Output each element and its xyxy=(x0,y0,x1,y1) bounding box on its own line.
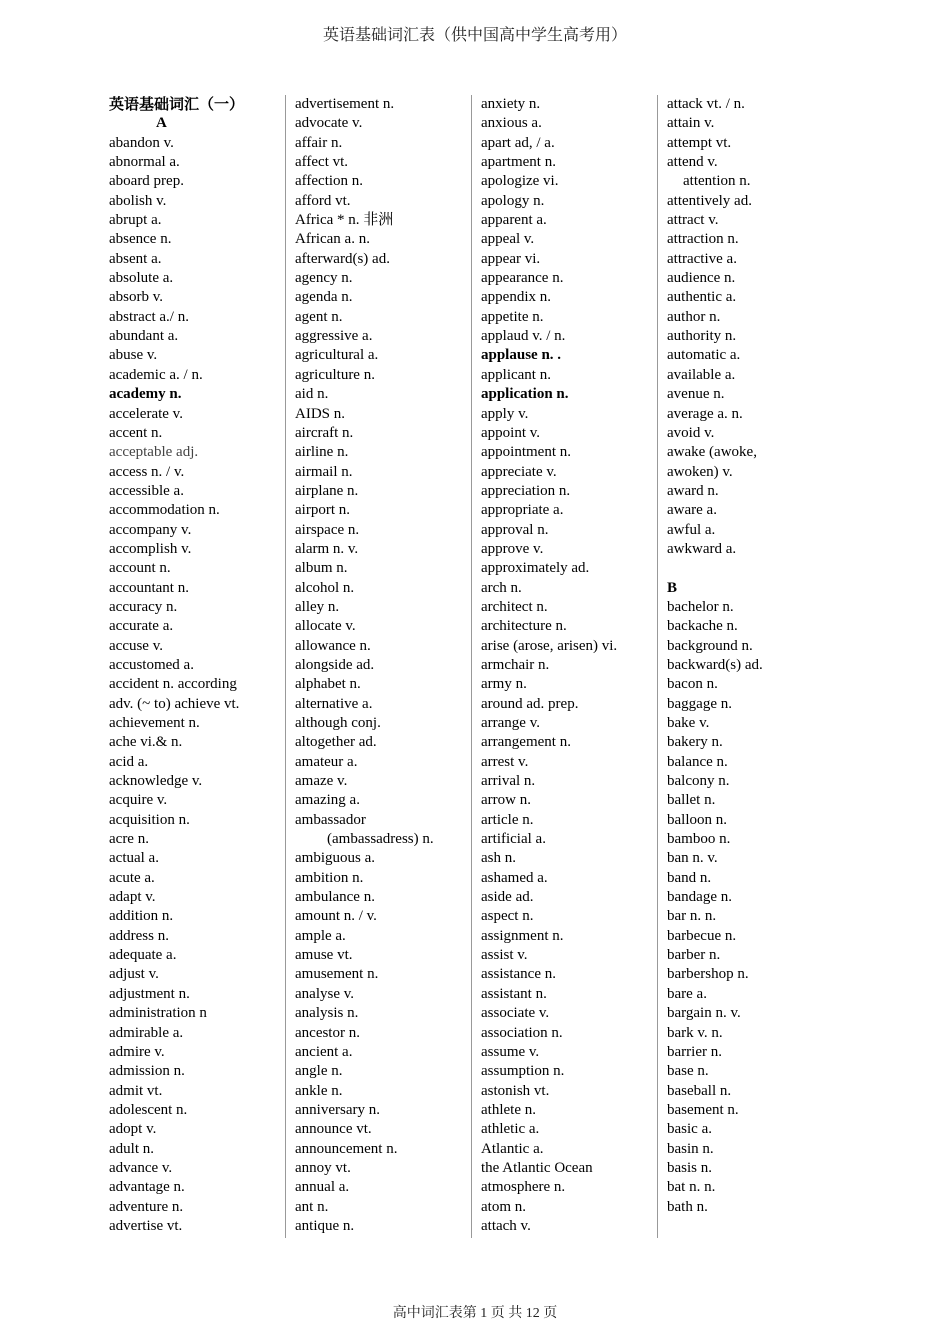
vocab-entry: advertisement n. xyxy=(295,96,395,112)
vocab-entry: airport n. xyxy=(295,502,350,519)
vocab-entry: appendix n. xyxy=(481,289,551,306)
vocab-entry: bakery n. xyxy=(667,734,723,751)
vocab-entry: agenda n. xyxy=(295,289,353,306)
vocab-entry: acknowledge v. xyxy=(109,773,203,790)
vocab-entry: bat n. n. xyxy=(667,1179,716,1196)
vocab-entry: anniversary n. xyxy=(295,1101,380,1118)
vocab-entry: base n. xyxy=(667,1063,709,1080)
vocab-entry: A xyxy=(156,115,167,132)
vocab-entry: ambition n. xyxy=(295,869,364,886)
vocab-entry: bar n. n. xyxy=(667,908,717,925)
vocab-entry: alongside ad. xyxy=(295,656,375,673)
vocab-entry: accommodation n. xyxy=(109,502,220,519)
vocab-entry: AIDS n. xyxy=(295,405,346,422)
vocab-entry: absorb v. xyxy=(109,289,164,306)
vocab-entry: the Atlantic Ocean xyxy=(481,1159,593,1176)
vocab-entry: affair n. xyxy=(295,134,343,151)
vocab-entry: accelerate v. xyxy=(109,405,183,422)
vocab-entry: allowance n. xyxy=(295,637,371,654)
vocab-entry: acceptable adj. xyxy=(109,444,199,461)
vocab-entry: 英语基础词汇（一） xyxy=(109,95,245,113)
vocab-entry: B xyxy=(667,579,678,596)
vocab-entry: backward(s) ad. xyxy=(667,656,763,673)
vocab-entry: appetite n. xyxy=(481,308,544,325)
vocab-entry: Africa * n. 非洲 xyxy=(295,212,394,229)
column-4 xyxy=(658,95,844,1238)
vocab-entry: ballet n. xyxy=(667,792,716,809)
vocab-entry: accustomed a. xyxy=(109,656,194,673)
vocab-entry: administration n xyxy=(109,1005,207,1022)
vocab-entry: alley n. xyxy=(295,598,340,615)
vocab-entry: authentic a. xyxy=(667,289,737,306)
vocab-entry: affect vt. xyxy=(295,154,349,171)
vocab-entry: assume v. xyxy=(481,1043,540,1060)
vocab-entry: antique n. xyxy=(295,1217,355,1234)
vocab-entry: applaud v. / n. xyxy=(481,328,566,345)
vocab-entry: abnormal a. xyxy=(109,154,180,171)
vocab-entry: accent n. xyxy=(109,424,163,441)
vocab-entry: army n. xyxy=(481,676,527,693)
vocab-entry: arrest v. xyxy=(481,753,529,770)
vocab-entry: attach v. xyxy=(481,1217,531,1234)
vocab-entry: achievement n. xyxy=(109,715,200,731)
vocab-entry: barber n. xyxy=(667,947,721,964)
vocab-entry: angle n. xyxy=(295,1063,343,1080)
vocab-entry: agricultural a. xyxy=(295,347,379,364)
vocab-entry: adapt v. xyxy=(109,889,156,906)
vocab-entry: awoken) v. xyxy=(667,463,733,480)
vocab-entry: architecture n. xyxy=(481,618,567,635)
vocab-entry: apologize vi. xyxy=(481,173,559,190)
vocab-entry: assignment n. xyxy=(481,927,564,944)
vocab-entry: balloon n. xyxy=(667,811,727,828)
vocab-entry: airspace n. xyxy=(295,521,360,538)
vocab-entry: analysis n. xyxy=(295,1005,359,1022)
vocab-entry: ache vi.& n. xyxy=(109,734,183,751)
vocab-entry: arrangement n. xyxy=(481,734,571,751)
vocab-entry: agriculture n. xyxy=(295,366,375,383)
vocab-entry: basin n. xyxy=(667,1140,714,1157)
vocab-entry: authority n. xyxy=(667,328,737,345)
vocab-entry: actual a. xyxy=(109,850,159,867)
vocab-entry: attentively ad. xyxy=(667,192,752,209)
vocab-entry: accuracy n. xyxy=(109,598,178,615)
vocab-entry: aside ad. xyxy=(481,889,534,906)
vocab-entry: awkward a. xyxy=(667,540,737,557)
vocab-entry: ant n. xyxy=(295,1198,329,1215)
vocab-entry: audience n. xyxy=(667,270,736,287)
vocab-entry: access n. / v. xyxy=(109,463,185,480)
vocab-entry: background n. xyxy=(667,637,753,654)
vocab-entry: adopt v. xyxy=(109,1121,157,1138)
vocab-entry: arise (arose, arisen) vi. xyxy=(481,637,618,654)
vocab-entry: absolute a. xyxy=(109,270,174,287)
vocab-entry: (ambassadress) n. xyxy=(327,831,434,848)
vocab-entry: article n. xyxy=(481,811,534,828)
vocab-entry: adv. (~ to) achieve vt. xyxy=(109,695,240,712)
vocab-entry: arrange v. xyxy=(481,715,540,731)
vocab-entry: adjustment n. xyxy=(109,985,190,1002)
vocab-entry: admirable a. xyxy=(109,1024,184,1041)
vocab-entry: application n. xyxy=(481,386,569,403)
vocab-entry: appointment n. xyxy=(481,444,571,461)
vocab-entry: altogether ad. xyxy=(295,734,377,751)
vocab-entry: alarm n. v. xyxy=(295,540,359,557)
vocab-entry: accomplish v. xyxy=(109,540,192,557)
vocab-entry: alphabet n. xyxy=(295,676,361,693)
vocab-entry: apply v. xyxy=(481,405,529,422)
vocab-entry: appear vi. xyxy=(481,250,541,267)
vocab-entry: appeal v. xyxy=(481,231,535,248)
vocab-entry: apology n. xyxy=(481,192,545,209)
vocab-entry: admission n. xyxy=(109,1063,185,1080)
vocab-entry: amazing a. xyxy=(295,792,360,809)
vocab-entry: applause n. . xyxy=(481,347,562,364)
vocab-entry: announcement n. xyxy=(295,1140,398,1157)
vocab-entry: attract v. xyxy=(667,212,719,229)
vocab-entry: architect n. xyxy=(481,598,548,615)
vocab-entry: appreciate v. xyxy=(481,463,557,480)
vocab-entry: apartment n. xyxy=(481,154,556,171)
vocab-entry: apart ad, / a. xyxy=(481,134,555,151)
vocab-entry: acute a. xyxy=(109,869,155,886)
vocab-entry: accompany v. xyxy=(109,521,192,538)
vocab-entry: academic a. / n. xyxy=(109,366,203,383)
vocab-entry: aboard prep. xyxy=(109,173,184,190)
vocab-entry: ambiguous a. xyxy=(295,850,375,867)
vocab-entry: approximately ad. xyxy=(481,560,590,577)
vocab-entry: afford vt. xyxy=(295,192,351,209)
vocab-entry: alternative a. xyxy=(295,695,373,712)
vocab-entry: basis n. xyxy=(667,1159,712,1176)
vocab-entry: bamboo n. xyxy=(667,831,731,848)
vocab-entry: band n. xyxy=(667,869,712,886)
vocab-entry: abrupt a. xyxy=(109,212,162,229)
vocab-entry: announce vt. xyxy=(295,1121,372,1138)
vocab-entry: attempt vt. xyxy=(667,134,732,151)
vocab-entry: ankle n. xyxy=(295,1082,343,1099)
vocab-entry: basic a. xyxy=(667,1121,712,1138)
vocab-entry: bacon n. xyxy=(667,676,718,693)
vocab-entry: academy n. xyxy=(109,386,182,403)
vocab-entry: annual a. xyxy=(295,1179,350,1196)
vocab-entry: bath n. xyxy=(667,1198,708,1215)
vocab-entry: alcohol n. xyxy=(295,579,355,596)
vocab-entry: awake (awoke, xyxy=(667,444,757,461)
vocab-entry: accessible a. xyxy=(109,482,184,499)
vocab-entry: absence n. xyxy=(109,231,172,248)
vocab-entry: bark v. n. xyxy=(667,1024,723,1041)
vocab-entry: author n. xyxy=(667,308,721,325)
vocab-entry: appropriate a. xyxy=(481,502,564,519)
vocab-entry: adequate a. xyxy=(109,947,177,964)
vocab-entry: airline n. xyxy=(295,444,349,461)
vocab-entry: African a. n. xyxy=(295,231,370,248)
vocab-entry: ancient a. xyxy=(295,1043,353,1060)
vocab-entry: afterward(s) ad. xyxy=(295,250,390,267)
vocab-entry: arrival n. xyxy=(481,773,536,790)
vocab-entry: balcony n. xyxy=(667,773,730,790)
vocabulary-columns xyxy=(100,95,844,1238)
vocab-entry: approval n. xyxy=(481,521,549,538)
vocab-entry: adventure n. xyxy=(109,1198,184,1215)
vocab-entry: aid n. xyxy=(295,386,329,403)
vocab-entry: automatic a. xyxy=(667,347,741,364)
vocab-entry: ambulance n. xyxy=(295,889,375,906)
vocab-entry: barrier n. xyxy=(667,1043,722,1060)
vocab-entry: approve v. xyxy=(481,540,544,557)
vocab-entry: amusement n. xyxy=(295,966,379,983)
vocab-entry: barbecue n. xyxy=(667,927,737,944)
vocab-entry: advocate v. xyxy=(295,115,363,132)
vocab-entry: Atlantic a. xyxy=(481,1140,544,1157)
vocab-entry: artificial a. xyxy=(481,831,546,848)
vocab-entry: abundant a. xyxy=(109,328,179,345)
vocab-entry: aware a. xyxy=(667,502,717,519)
vocab-entry: ban n. v. xyxy=(667,850,718,867)
vocab-entry: associate v. xyxy=(481,1005,550,1022)
vocab-entry: association n. xyxy=(481,1024,563,1041)
column-1 xyxy=(100,95,286,1238)
vocab-entry: assist v. xyxy=(481,947,528,964)
vocab-entry: abuse v. xyxy=(109,347,158,364)
vocab-entry: advance v. xyxy=(109,1159,173,1176)
vocab-entry: backache n. xyxy=(667,618,738,635)
vocab-entry: acid a. xyxy=(109,753,149,770)
vocab-entry: advantage n. xyxy=(109,1179,185,1196)
vocab-entry: abstract a./ n. xyxy=(109,308,189,325)
vocab-entry: acquire v. xyxy=(109,792,168,809)
vocab-entry: accident n. according xyxy=(109,676,237,693)
vocab-entry: arrow n. xyxy=(481,792,531,809)
vocab-entry: airplane n. xyxy=(295,482,359,499)
vocab-entry: atmosphere n. xyxy=(481,1179,566,1196)
vocab-entry: award n. xyxy=(667,482,719,499)
page-header: 英语基础词汇表（供中国高中学生高考用） xyxy=(322,27,627,44)
vocab-entry: acre n. xyxy=(109,831,149,848)
vocab-entry: bachelor n. xyxy=(667,598,734,615)
vocab-entry: ample a. xyxy=(295,927,346,944)
vocab-entry: ash n. xyxy=(481,850,516,867)
vocab-entry: accountant n. xyxy=(109,579,189,596)
column-3 xyxy=(472,95,658,1238)
vocab-entry: analyse v. xyxy=(295,985,355,1002)
vocab-entry: assistance n. xyxy=(481,966,556,983)
vocab-entry: affection n. xyxy=(295,173,364,190)
vocab-entry: adult n. xyxy=(109,1140,154,1157)
vocab-entry: address n. xyxy=(109,927,169,944)
vocab-entry: aircraft n. xyxy=(295,424,354,441)
vocab-entry: album n. xyxy=(295,560,348,577)
vocab-entry: accurate a. xyxy=(109,618,174,635)
vocab-entry: attain v. xyxy=(667,115,715,132)
vocab-entry: assistant n. xyxy=(481,985,547,1002)
vocab-entry: appearance n. xyxy=(481,270,564,287)
vocab-entry: assumption n. xyxy=(481,1063,565,1080)
vocab-entry: avoid v. xyxy=(667,424,715,441)
column-2 xyxy=(286,95,472,1238)
vocab-entry: ashamed a. xyxy=(481,869,548,886)
vocab-entry: accuse v. xyxy=(109,637,163,654)
vocab-entry: balance n. xyxy=(667,753,728,770)
vocab-entry: amount n. / v. xyxy=(295,908,377,925)
vocab-entry: amaze v. xyxy=(295,773,348,790)
vocab-entry: barbershop n. xyxy=(667,966,749,983)
vocab-entry: although conj. xyxy=(295,715,381,731)
vocab-entry: abandon v. xyxy=(109,134,174,151)
vocab-entry: anxious a. xyxy=(481,115,542,132)
vocab-entry: amateur a. xyxy=(295,753,358,770)
vocab-entry: awful a. xyxy=(667,521,716,538)
vocab-entry: allocate v. xyxy=(295,618,356,635)
page-footer: 高中词汇表第 1 页 共 12 页 xyxy=(392,1306,558,1321)
vocab-entry: available a. xyxy=(667,366,736,383)
vocab-entry: admit vt. xyxy=(109,1082,163,1099)
vocab-entry: athlete n. xyxy=(481,1101,536,1118)
vocab-entry: account n. xyxy=(109,560,171,577)
vocab-entry: acquisition n. xyxy=(109,811,190,828)
vocab-entry: avenue n. xyxy=(667,386,725,403)
vocab-entry: bandage n. xyxy=(667,889,732,906)
vocab-entry: basement n. xyxy=(667,1101,739,1118)
vocab-entry: attraction n. xyxy=(667,231,739,248)
vocab-entry: baseball n. xyxy=(667,1082,732,1099)
vocab-entry: atom n. xyxy=(481,1198,526,1215)
vocab-entry: admire v. xyxy=(109,1043,165,1060)
vocab-entry: agent n. xyxy=(295,308,343,325)
vocab-entry: astonish vt. xyxy=(481,1082,550,1099)
vocab-entry: bare a. xyxy=(667,985,707,1002)
vocab-entry xyxy=(667,559,844,578)
vocab-entry: absent a. xyxy=(109,250,162,267)
vocab-entry: amuse vt. xyxy=(295,947,353,964)
vocab-entry: baggage n. xyxy=(667,695,732,712)
vocab-entry: bargain n. v. xyxy=(667,1005,741,1022)
vocab-entry: attractive a. xyxy=(667,250,737,267)
vocab-entry: arch n. xyxy=(481,579,522,596)
vocab-entry: aspect n. xyxy=(481,908,534,925)
vocab-entry: adjust v. xyxy=(109,966,159,983)
vocab-entry: apparent a. xyxy=(481,212,547,229)
vocab-entry: addition n. xyxy=(109,908,174,925)
vocab-entry: adolescent n. xyxy=(109,1101,188,1118)
vocab-entry: anxiety n. xyxy=(481,96,541,112)
vocab-entry: around ad. prep. xyxy=(481,695,579,712)
vocab-entry: annoy vt. xyxy=(295,1159,351,1176)
vocab-entry: abolish v. xyxy=(109,192,167,209)
vocab-entry: airmail n. xyxy=(295,463,353,480)
vocab-entry: appreciation n. xyxy=(481,482,571,499)
vocab-entry: athletic a. xyxy=(481,1121,540,1138)
vocab-entry: bake v. xyxy=(667,715,710,731)
vocab-entry: appoint v. xyxy=(481,424,541,441)
vocab-entry: ancestor n. xyxy=(295,1024,360,1041)
vocab-entry: agency n. xyxy=(295,270,353,287)
vocab-entry: advertise vt. xyxy=(109,1217,183,1234)
vocab-entry: aggressive a. xyxy=(295,328,373,345)
vocab-entry: attend v. xyxy=(667,154,718,171)
vocab-entry: ambassador xyxy=(295,811,366,828)
vocab-entry: applicant n. xyxy=(481,366,551,383)
vocab-entry: average a. n. xyxy=(667,405,743,422)
vocab-entry: armchair n. xyxy=(481,656,550,673)
vocab-entry: attention n. xyxy=(683,173,751,190)
vocab-entry: attack vt. / n. xyxy=(667,96,745,112)
